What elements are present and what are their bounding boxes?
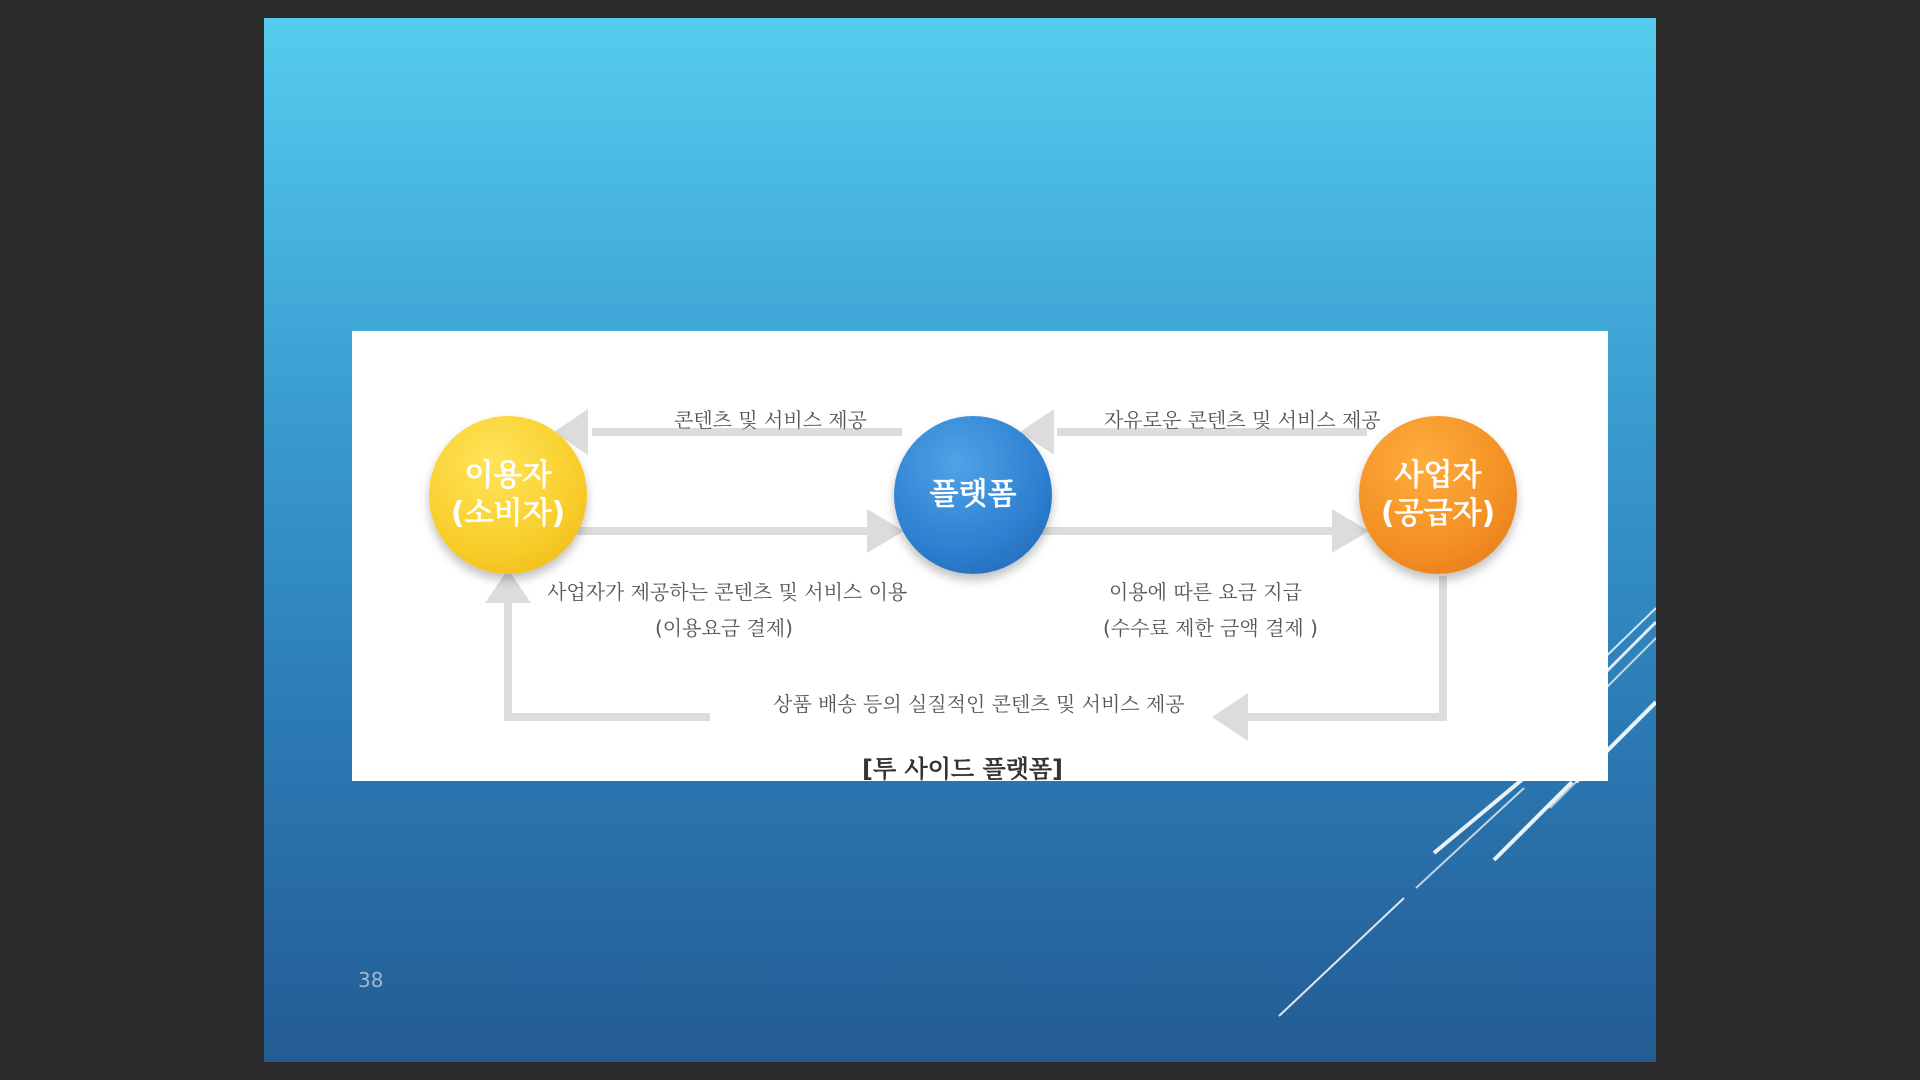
figure-caption: [투 사이드 플랫폼]: [862, 755, 1063, 783]
arrow-bottom-right: [1244, 713, 1447, 721]
arrow-provider-down: [1439, 576, 1447, 721]
arrow-platform-to-provider: [1042, 527, 1332, 535]
presentation-slide: [264, 18, 1656, 1062]
label-platform-to-provider-line2: (수수료 제한 금액 결제 ): [1103, 616, 1318, 640]
arrow-user-to-platform: [577, 527, 867, 535]
label-platform-to-user: 콘텐츠 및 서비스 제공: [674, 408, 867, 432]
node-platform-label: 플랫폼: [929, 477, 1017, 512]
node-user-line1: 이용자: [464, 458, 552, 493]
label-platform-to-provider-line1: 이용에 따른 요금 지급: [1109, 580, 1302, 604]
node-provider-line1: 사업자: [1394, 458, 1482, 493]
arrow-user-up-head: [485, 569, 531, 603]
node-provider-supplier: [1359, 416, 1517, 574]
label-provider-to-user: 상품 배송 등의 실질적인 콘텐츠 및 서비스 제공: [773, 692, 1185, 716]
slide-page-number: 38: [358, 968, 384, 992]
label-user-to-platform-line1: 사업자가 제공하는 콘텐츠 및 서비스 이용: [547, 580, 908, 604]
arrow-bottom-left: [504, 713, 710, 721]
label-provider-to-platform: 자유로운 콘텐츠 및 서비스 제공: [1104, 408, 1381, 432]
node-platform: [894, 416, 1052, 574]
label-user-to-platform-line2: (이용요금 결제): [655, 616, 793, 640]
node-user-line2: (소비자): [450, 496, 566, 531]
two-sided-platform-figure: [352, 331, 1608, 781]
node-user-consumer: [429, 416, 587, 574]
node-provider-line2: (공급자): [1380, 496, 1496, 531]
arrow-provider-to-user-head: [1212, 693, 1248, 741]
arrow-user-up: [504, 599, 512, 721]
